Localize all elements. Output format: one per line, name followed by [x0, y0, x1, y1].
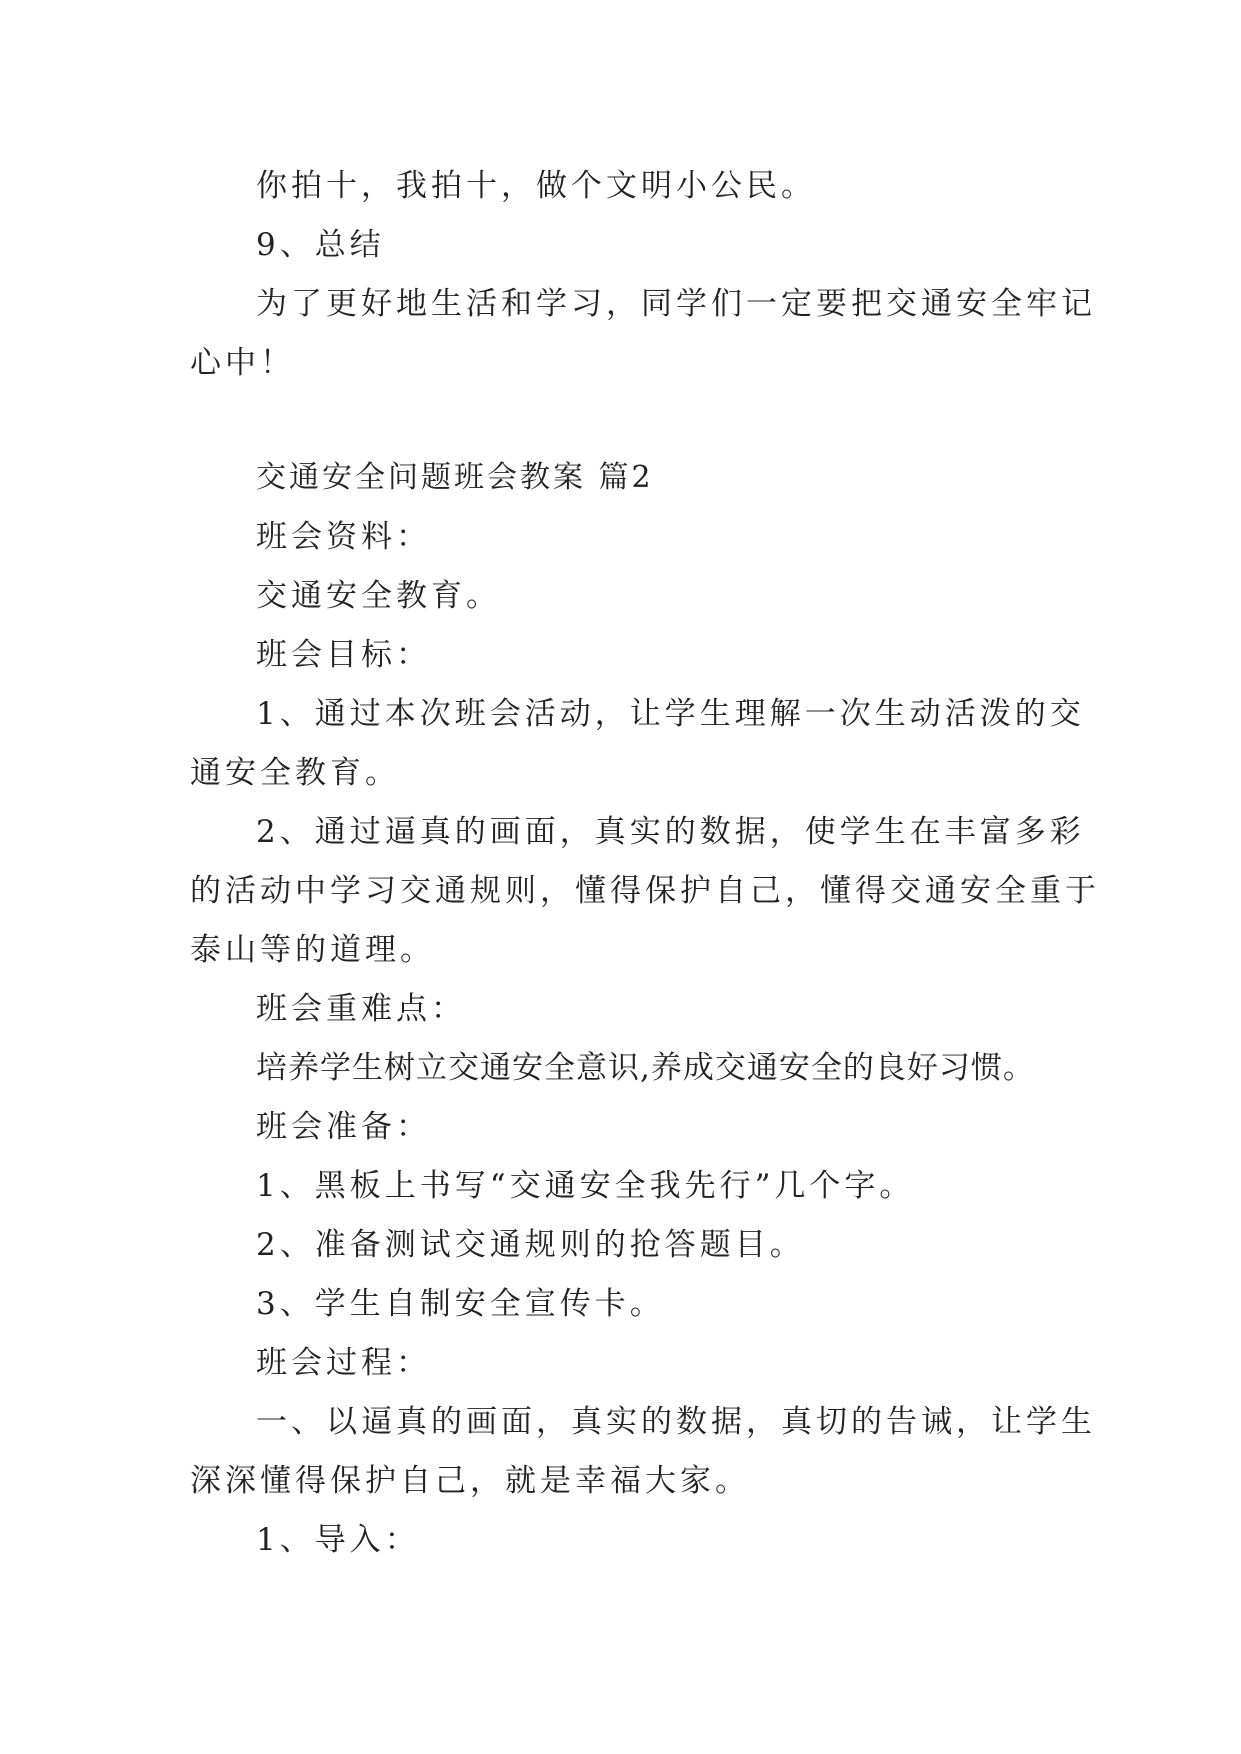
document-title: 交通安全问题班会教案 篇2 [256, 460, 654, 495]
paragraph: 一、以逼真的画面，真实的数据，真切的告诫，让学生 [256, 1404, 1096, 1440]
paragraph-continuation: 泰山等的道理。 [190, 932, 435, 968]
section-heading: 班会重难点： [256, 991, 466, 1027]
paragraph: 2、通过逼真的画面，真实的数据，使学生在丰富多彩 [256, 814, 1085, 850]
paragraph: 培养学生树立交通安全意识,养成交通安全的良好习惯。 [256, 1050, 1035, 1086]
paragraph: 1、通过本次班会活动，让学生理解一次生动活泼的交 [256, 696, 1085, 732]
section-heading: 9、总结 [256, 227, 385, 263]
paragraph-continuation: 深深懂得保护自己，就是幸福大家。 [190, 1463, 750, 1499]
section-heading: 班会目标： [256, 637, 431, 673]
paragraph-continuation: 通安全教育。 [190, 755, 400, 791]
paragraph: 交通安全教育。 [256, 578, 501, 614]
paragraph: 为了更好地生活和学习，同学们一定要把交通安全牢记 [256, 286, 1096, 322]
section-heading: 班会准备： [256, 1109, 431, 1145]
section-heading: 班会过程： [256, 1345, 431, 1381]
list-item: 1、黑板上书写“交通安全我先行”几个字。 [256, 1168, 915, 1204]
list-item: 1、导入： [256, 1522, 420, 1558]
list-item: 2、准备测试交通规则的抢答题目。 [256, 1227, 805, 1263]
paragraph-continuation: 的活动中学习交通规则，懂得保护自己，懂得交通安全重于 [190, 873, 1100, 909]
section-heading: 班会资料： [256, 519, 431, 555]
paragraph-continuation: 心中！ [190, 345, 295, 381]
paragraph: 你拍十，我拍十，做个文明小公民。 [256, 168, 816, 204]
list-item: 3、学生自制安全宣传卡。 [256, 1286, 665, 1322]
